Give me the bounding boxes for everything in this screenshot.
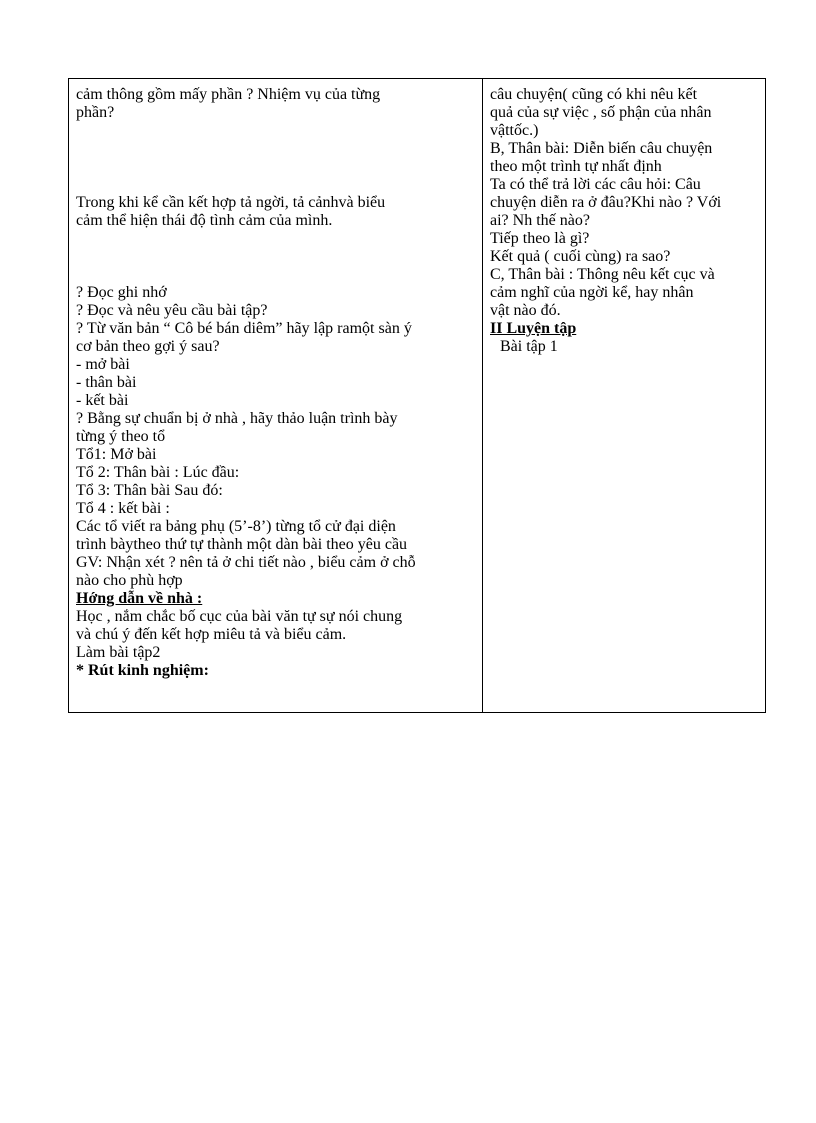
text-line: cơ bản theo gợi ý sau?	[76, 338, 220, 355]
text-line: cảm thể hiện thái độ tình cảm của mình.	[76, 212, 333, 229]
text-line: Kết quả ( cuối cùng) ra sao?	[490, 248, 671, 265]
experience-heading: * Rút kinh nghiệm:	[76, 662, 209, 679]
text-line: ? Đọc ghi nhớ	[76, 284, 167, 301]
text-line: từng ý theo tổ	[76, 428, 166, 445]
text-line: theo một trình tự nhất định	[490, 158, 662, 175]
text-line: Làm bài tập2	[76, 644, 161, 661]
text-line: phần?	[76, 104, 115, 121]
text-line: trình bàytheo thứ tự thành một dàn bài theo yêu cầu	[76, 536, 408, 553]
lesson-table	[68, 78, 766, 713]
text-line: cảm nghĩ của ngời kể, hay nhân	[490, 284, 694, 301]
text-line: chuyện diễn ra ở đâu?Khi nào ? Với	[490, 194, 722, 211]
text-line: câu chuyện( cũng có khi nêu kết	[490, 86, 698, 103]
text-line: Trong khi kể cần kết hợp tả ngời, tả cảnhvà biểu	[76, 194, 386, 211]
text-line: ai? Nh thế nào?	[490, 212, 590, 229]
text-line: vật nào đó.	[490, 302, 561, 319]
text-line: ? Bằng sự chuẩn bị ở nhà , hãy thảo luận trình bày	[76, 410, 398, 427]
homework-heading: Hớng dẫn về nhà :	[76, 590, 203, 607]
text-line: GV: Nhận xét ? nên tả ở chi tiết nào , biểu cảm ở chỗ	[76, 554, 416, 571]
right-column	[483, 79, 765, 712]
text-line: C, Thân bài : Thông nêu kết cục và	[490, 266, 715, 283]
text-line: ? Đọc và nêu yêu cầu bài tập?	[76, 302, 268, 319]
text-line: Học , nắm chắc bố cục của bài văn tự sự nói chung	[76, 608, 403, 625]
practice-heading: II Luyện tập	[490, 320, 577, 337]
text-line: nào cho phù hợp	[76, 572, 183, 589]
text-line: Tổ 4 : kết bài :	[76, 500, 170, 517]
text-line: ? Từ văn bản “ Cô bé bán diêm” hãy lập ramột sàn ý	[76, 320, 412, 337]
text-line: Tổ1: Mở bài	[76, 446, 157, 463]
left-column	[69, 79, 483, 712]
text-line: vậttốc.)	[490, 122, 539, 139]
text-line: Tiếp theo là gì?	[490, 230, 590, 247]
text-line: Tổ 3: Thân bài Sau đó:	[76, 482, 223, 499]
text-line: Các tổ viết ra bảng phụ (5’-8’) từng tổ cử đại diện	[76, 518, 396, 535]
text-line: Ta có thể trả lời các câu hỏi: Câu	[490, 176, 701, 193]
text-line: quả của sự việc , số phận của nhân	[490, 104, 712, 121]
text-line: và chú ý đến kết hợp miêu tả và biểu cảm.	[76, 626, 347, 643]
text-line: cảm thông gồm mấy phần ? Nhiệm vụ của từng	[76, 86, 381, 103]
text-line: - kết bài	[76, 392, 129, 409]
text-line: Tổ 2: Thân bài : Lúc đầu:	[76, 464, 240, 481]
text-line: - mở bài	[76, 356, 130, 373]
exercise-label: Bài tập 1	[500, 338, 558, 355]
text-line: B, Thân bài: Diễn biến câu chuyện	[490, 140, 713, 157]
text-line: - thân bài	[76, 374, 137, 391]
